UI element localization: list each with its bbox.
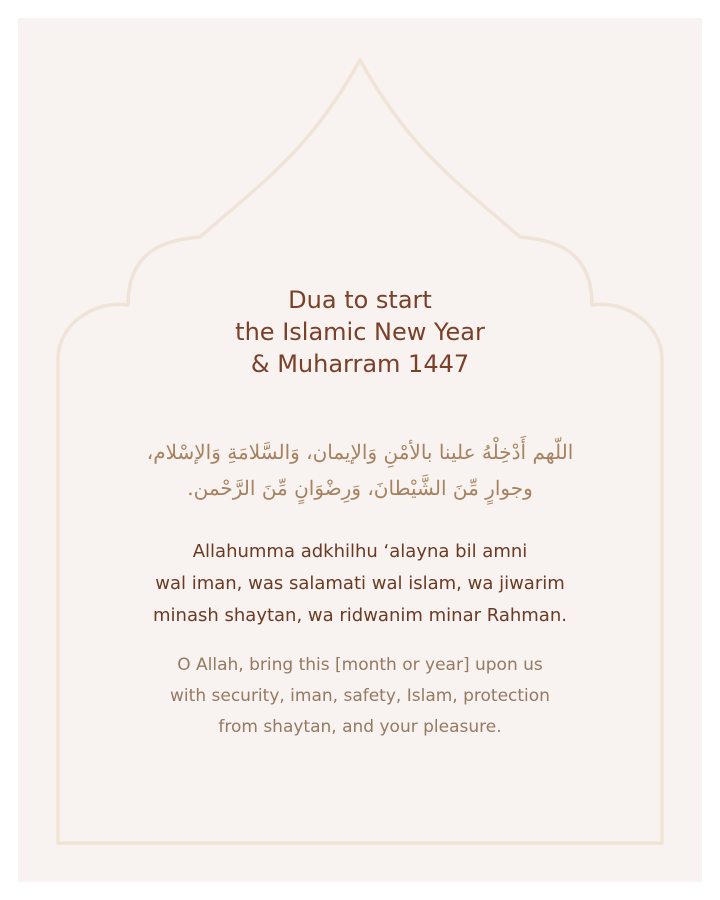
title [0, 284, 720, 380]
title-line: & Muharram 1447 [250, 350, 470, 378]
translation-line: O Allah, bring this [month or year] upon us [177, 655, 543, 675]
arabic-dua [110, 434, 610, 506]
transliteration-line: Allahumma adkhilhu ‘alayna bil amni [192, 541, 528, 562]
transliteration-line: wal iman, was salamati wal islam, wa jiwarim [155, 573, 565, 594]
translation [0, 650, 720, 743]
transliteration-line: minash shaytan, wa ridwanim minar Rahman. [153, 605, 567, 626]
title-line: the Islamic New Year [235, 318, 485, 346]
transliteration [0, 536, 720, 632]
title-line: Dua to start [288, 286, 432, 314]
arabic-line: وجوارٍ مِّنَ الشَّيْطانَ، وَرِضْوَانٍ مِّنَ الرَّحْمن. [187, 476, 533, 500]
translation-line: with security, iman, safety, Islam, protection [170, 686, 550, 706]
translation-line: from shaytan, and your pleasure. [218, 717, 502, 737]
arabic-line: اللّهم أَدْخِلْهُ علينا بالأمْنِ وَالإيمان، وَالسَّلامَةِ وَالإسْلام، [146, 440, 574, 464]
